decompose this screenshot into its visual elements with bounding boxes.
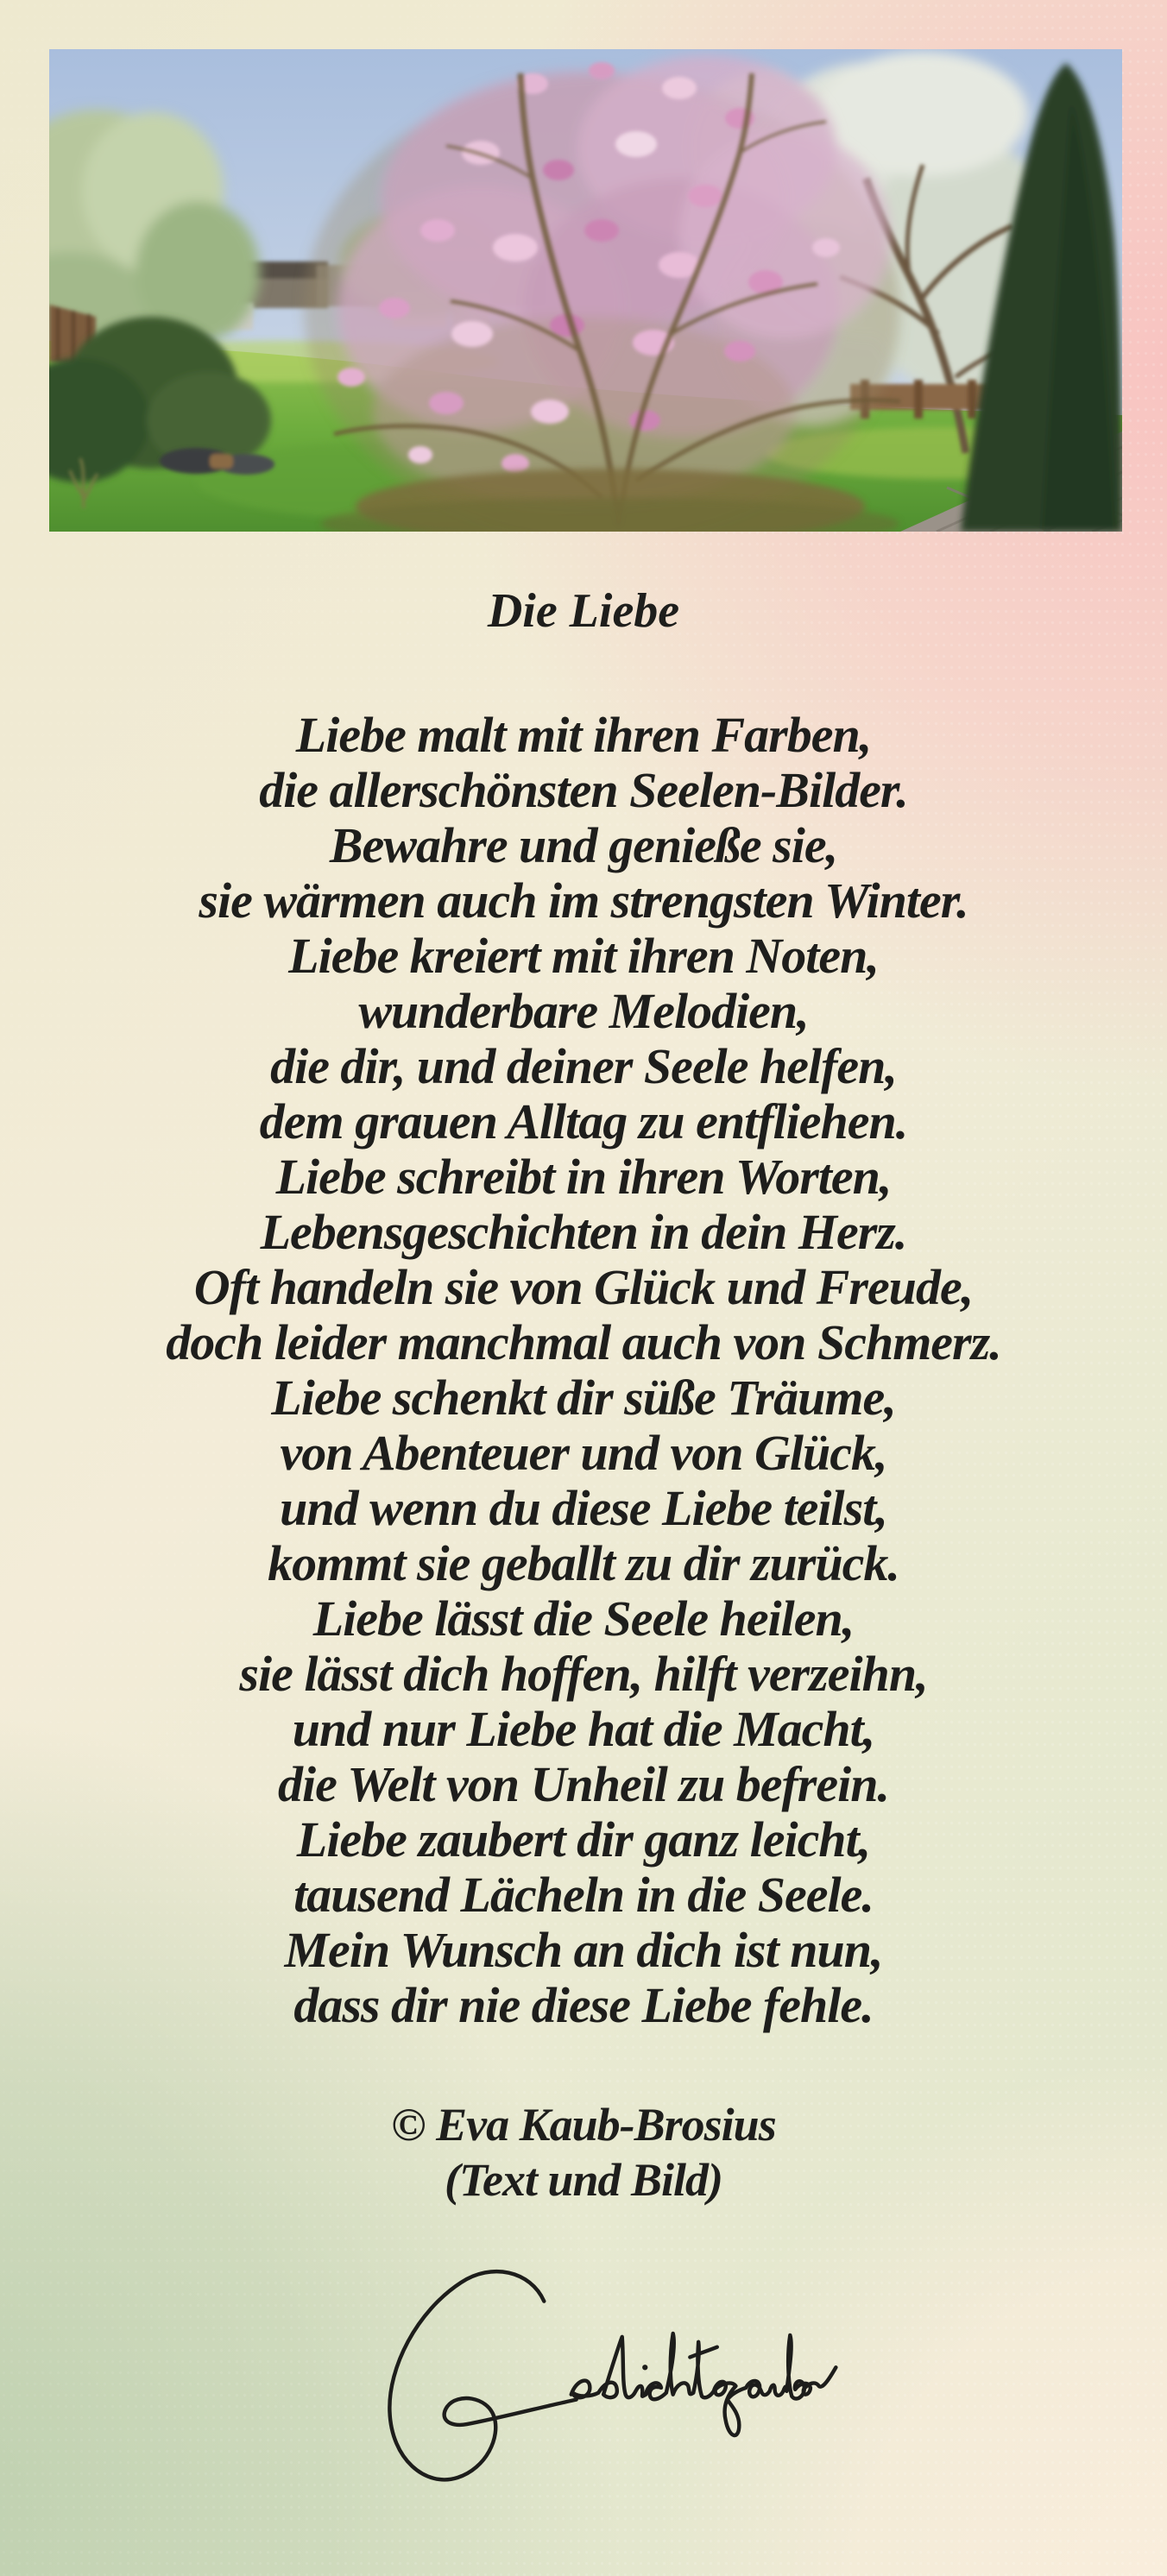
poem-line: sie lässt dich hoffen, hilft verzeihn, [239, 1646, 928, 1702]
signature-gedichtezauber [363, 2251, 855, 2510]
copyright-line: © Eva Kaub-Brosius [391, 2099, 776, 2151]
poem-line: Lebensgeschichten in dein Herz. [260, 1204, 907, 1260]
poem-title: Die Liebe [487, 584, 680, 638]
garden-photo-illustration [49, 49, 1122, 532]
poem-line: und nur Liebe hat die Macht, [292, 1701, 875, 1757]
poem-line: tausend Lächeln in die Seele. [293, 1867, 874, 1923]
poem-line: die Welt von Unheil zu befrein. [278, 1756, 889, 1812]
credit-block [0, 2097, 1167, 2208]
poem-line: von Abenteuer und von Glück, [280, 1425, 887, 1481]
poem-line: Liebe malt mit ihren Farben, [295, 707, 872, 763]
poem-line: dass dir nie diese Liebe fehle. [293, 1977, 874, 2033]
poem-line: Liebe zaubert dir ganz leicht, [296, 1811, 871, 1867]
poem-line: wunderbare Melodien, [358, 983, 809, 1039]
garden-photo [49, 49, 1122, 532]
poem-line: die dir, und deiner Seele helfen, [270, 1038, 897, 1094]
poem-line: und wenn du diese Liebe teilst, [280, 1480, 887, 1536]
poem-line: Liebe kreiert mit ihren Noten, [288, 928, 879, 984]
poem-line: Bewahre und genieße sie, [329, 817, 838, 873]
credit-medium-line: (Text und Bild) [444, 2154, 723, 2206]
poem-line: die allerschönsten Seelen-Bilder. [259, 762, 908, 818]
poem-line: Mein Wunsch an dich ist nun, [284, 1922, 883, 1978]
poem-line: kommt sie geballt zu dir zurück. [268, 1535, 899, 1591]
poem-line: Oft handeln sie von Glück und Freude, [193, 1259, 974, 1315]
poem-line: sie wärmen auch im strengsten Winter. [199, 872, 968, 929]
poem-line: Liebe lässt die Seele heilen, [312, 1590, 855, 1647]
poem-body [0, 708, 1167, 2033]
poem-line: Liebe schenkt dir süße Träume, [271, 1370, 896, 1426]
signature-strokes [363, 2251, 855, 2510]
poem-line: doch leider manchmal auch von Schmerz. [166, 1314, 1001, 1370]
poem-line: dem grauen Alltag zu entfliehen. [259, 1093, 908, 1149]
poem-line: Liebe schreibt in ihren Worten, [275, 1149, 892, 1205]
